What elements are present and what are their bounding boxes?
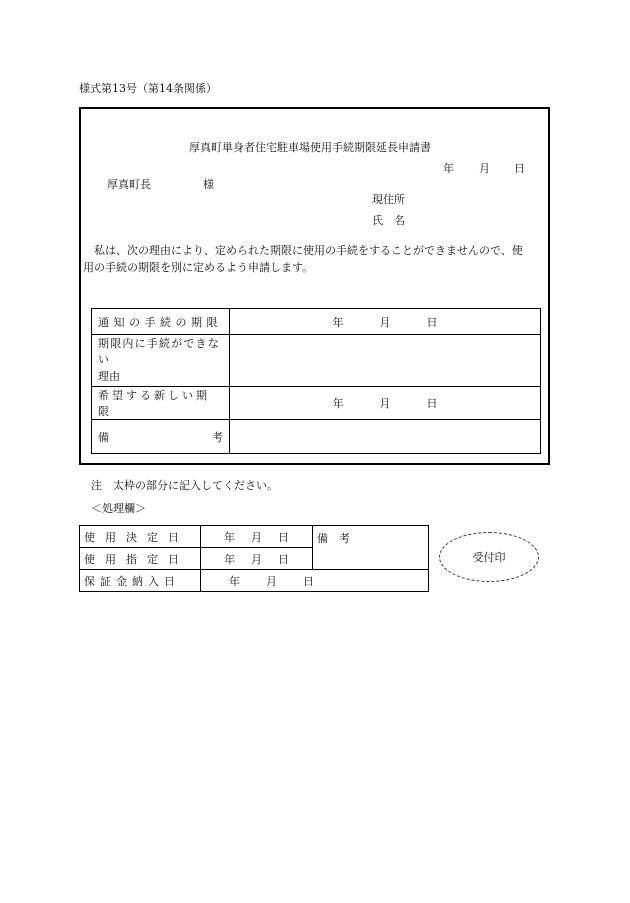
document-title: 厚真町単身者住宅駐車場使用手続期限延長申請書 [189,141,431,154]
body-text-line2: 用の手続の期限を別に定めるよう申請します。 [83,261,314,274]
form-number: 様式第13号（第14条関係） [79,82,217,95]
date-year: 年 [443,162,454,175]
table-row [80,570,429,592]
table-row [92,387,541,420]
processing-heading: ＜処理欄＞ [91,502,146,515]
note-text: 注 太枠の部分に記入してください。 [91,479,278,492]
table-row [92,335,541,387]
notice-deadline-label: 通知の手続の期限 [92,309,230,335]
reception-stamp [439,532,539,582]
table-row [92,309,541,335]
decision-date-label: 使用決定日 [80,526,201,548]
reason-label: 期限内に手続ができない 理由 [92,335,230,387]
remarks-field[interactable] [230,420,541,454]
designated-date-label: 使用指定日 [80,548,201,570]
desired-deadline-field[interactable]: 年 月 日 [230,387,541,420]
name-label: 氏 名 [372,214,405,227]
address-label: 現住所 [372,193,405,206]
processing-remarks-cell[interactable]: 備 考 [313,526,429,570]
remarks-label: 備 考 [92,420,230,454]
notice-deadline-field[interactable]: 年 月 日 [230,309,541,335]
table-row [80,526,429,548]
designated-date-field[interactable]: 年 月 日 [201,548,313,570]
date-day: 日 [514,162,525,175]
detail-table [91,308,541,454]
addressee-suffix: 様 [203,178,214,191]
table-row [92,420,541,454]
date-month: 月 [479,162,490,175]
decision-date-field[interactable]: 年 月 日 [201,526,313,548]
body-text-line1: 私は、次の理由により、定められた期限に使用の手続をすることができませんので、使 [94,244,523,257]
processing-table [79,525,429,592]
deposit-date-field[interactable]: 年 月 日 [201,570,429,592]
addressee-name: 厚真町長 [107,178,151,191]
deposit-date-label: 保証金納入日 [80,570,201,592]
desired-deadline-label: 希望する新しい期限 [92,387,230,420]
stamp-label: 受付印 [472,551,506,564]
reason-field[interactable] [230,335,541,387]
